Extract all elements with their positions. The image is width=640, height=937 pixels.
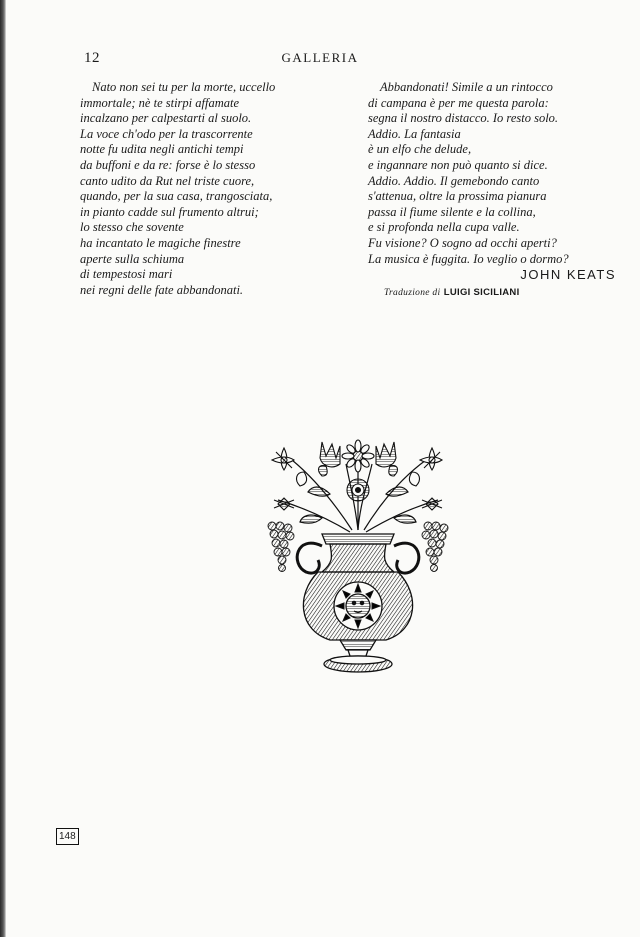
flower-vase-sun-woodcut-icon [260,434,456,678]
poem-line: Fu visione? O sogno ad occhi aperti? [368,235,557,250]
poem-line: segna il nostro distacco. Io resto solo. [368,111,559,126]
poem-line: s'attenua, oltre la prossima pianura [368,189,547,204]
translator-name: LUIGI SICILIANI [443,287,520,298]
poem-line: passa il fiume silente e la collina, [368,204,536,219]
page-edge-shadow [0,0,6,937]
translation-label: Traduzione di [384,288,441,298]
poem-line: La musica è fuggita. Io veglio o dormo? [368,251,569,266]
page-number: 12 [84,50,100,66]
poem-line: incalzano per calpestarti al suolo. [80,111,252,126]
poem-line: lo stesso che sovente [80,220,184,235]
poem-line: di campana è per me questa parola: [368,95,549,110]
running-title: GALLERIA [281,50,359,65]
poem-line: La voce ch'odo per la trascorrente [80,126,253,141]
poem-line: notte fu udita negli antichi tempi [80,142,244,157]
poem-line: è un elfo che delude, [368,142,472,157]
poem-left-column [80,80,312,298]
folio-number: 148 [56,828,79,845]
poem-line: di tempestosi mari [80,267,173,282]
poem-right-column [368,80,618,267]
poem-line: canto udito da Rut nel triste cuore, [80,173,255,188]
poem-line: ha incantato le magiche finestre [80,235,241,250]
poem-line: e si profonda nella cupa valle. [368,220,520,235]
translation-credit [384,287,520,298]
poem-line: nei regni delle fate abbandonati. [80,282,244,297]
poem-line: Abbandonati! Simile a un rintocco [380,80,553,94]
poem-line: da buffoni e da re: forse è lo stesso [80,157,256,172]
poem-line: e ingannare non può quanto si dice. [368,157,548,172]
poem-line: in pianto cadde sul frumento altrui; [80,204,259,219]
poem-line: Nato non sei tu per la morte, uccello [92,80,276,94]
poem-line: quando, per la sua casa, trangosciata, [80,189,273,204]
poem-line: Addio. Addio. Il gemebondo canto [368,173,540,188]
poem-line: immortale; nè te stirpi affamate [80,95,240,110]
poem-line: Addio. La fantasia [368,126,461,141]
poem-author: JOHN KEATS [520,267,616,282]
poem-line: aperte sulla schiuma [80,251,185,266]
